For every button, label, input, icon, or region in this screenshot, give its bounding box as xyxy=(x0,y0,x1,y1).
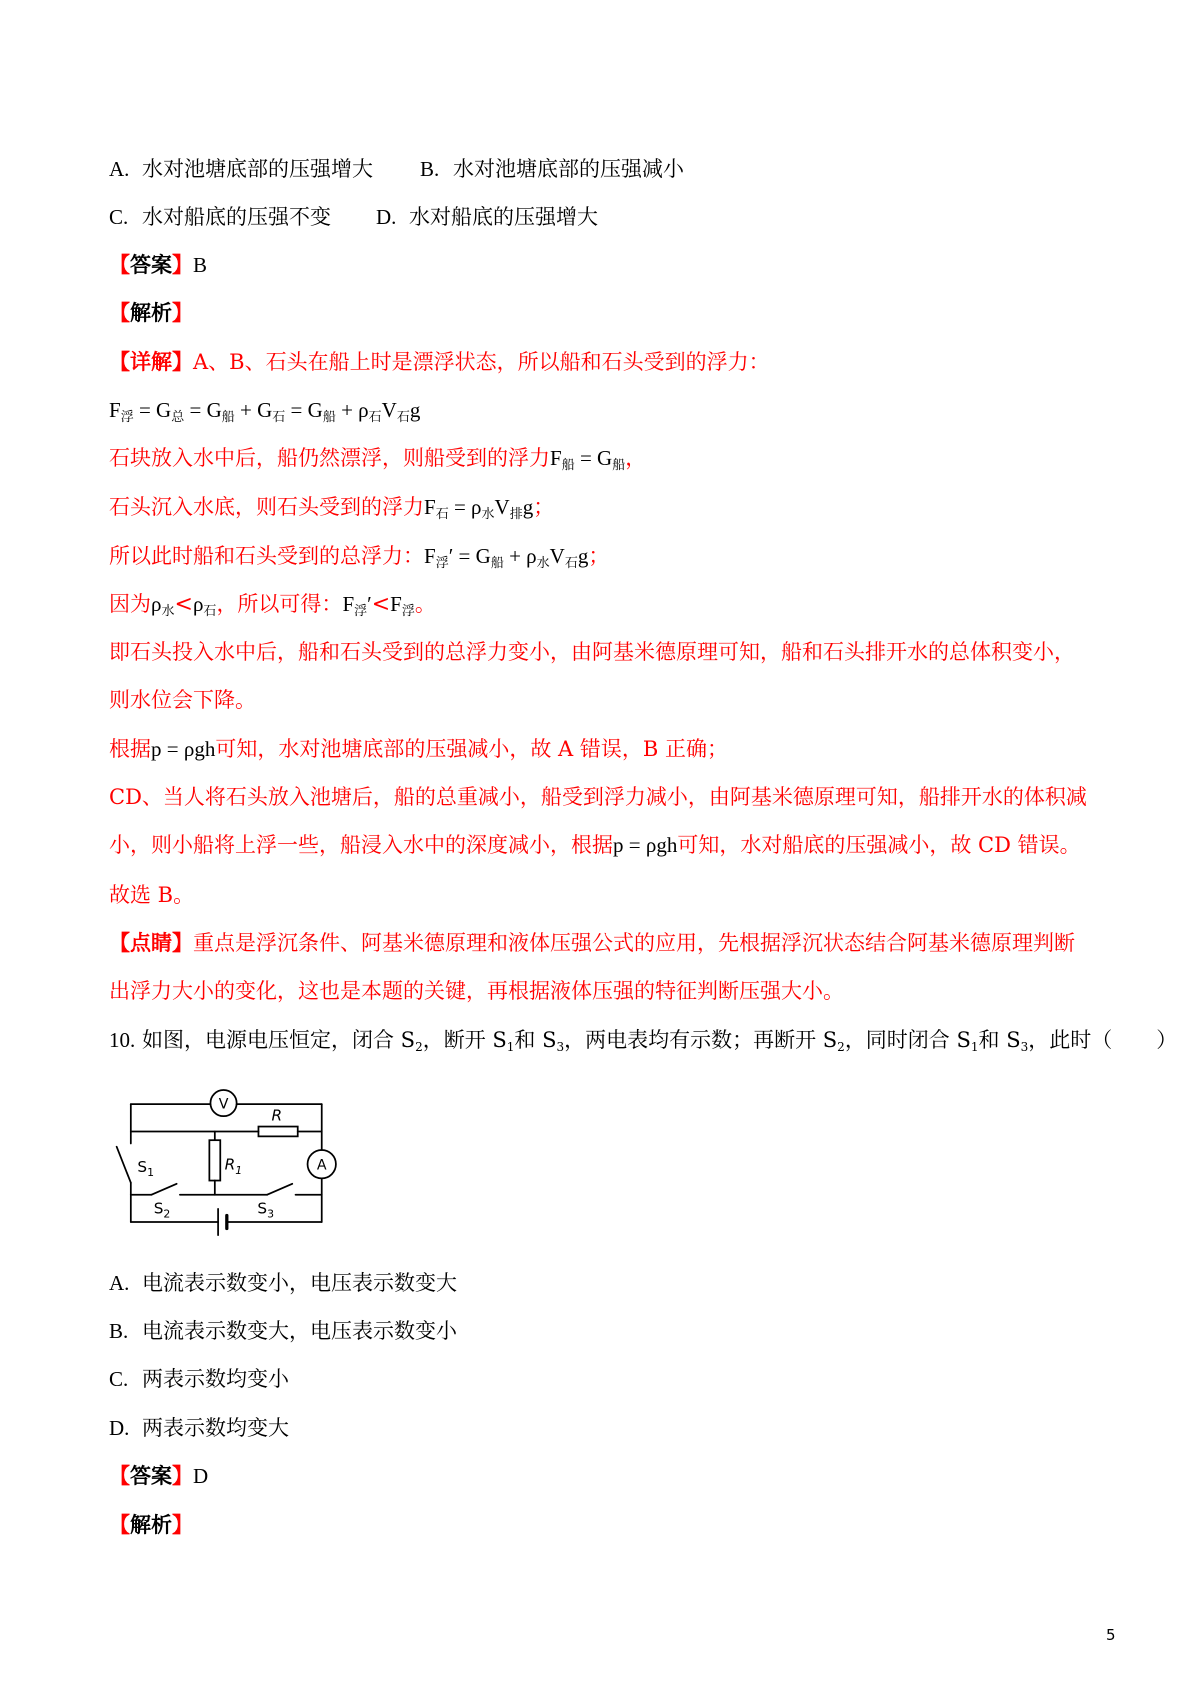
option-text: 电流表示数变小，电压表示数变大 xyxy=(142,1271,457,1295)
option-a-text: 水对池塘底部的压强增大 xyxy=(142,157,373,181)
option-b xyxy=(420,154,684,184)
formula-part: ′ = G xyxy=(448,544,491,568)
formula-part: = ρ xyxy=(448,495,482,519)
detail-text: 所以此时船和石头受到的总浮力： xyxy=(109,544,424,568)
formula-subscript: 浮 xyxy=(401,604,415,619)
formula-subscript: 石 xyxy=(564,556,578,571)
stem-close-paren: ） xyxy=(1156,1028,1178,1052)
formula-subscript: 石 xyxy=(396,410,410,425)
formula-subscript: 水 xyxy=(161,604,175,619)
formula-part: V xyxy=(381,398,397,422)
key-point-text: 重点是浮沉条件、阿基米德原理和液体压强公式的应用，先根据浮沉状态结合阿基米德原理判断 xyxy=(193,931,1075,955)
formula-subscript: 石 xyxy=(435,507,449,522)
formula-part: = G xyxy=(574,446,613,470)
formula-subscript: 浮 xyxy=(435,556,449,571)
detail-text: 石块放入水中后，船仍然漂浮，则船受到的浮力 xyxy=(109,446,550,470)
s3-letter: S xyxy=(257,1199,268,1218)
formula-part: + G xyxy=(234,398,273,422)
key-point-line-1 xyxy=(109,928,1075,958)
formula-part: + ρ xyxy=(503,544,537,568)
detail-text: 根据 xyxy=(109,737,151,761)
voltmeter-label: V xyxy=(218,1096,229,1113)
stem-text: ，此时（ xyxy=(1028,1028,1113,1052)
q9-answer xyxy=(109,250,207,280)
formula-part: F xyxy=(109,398,121,422)
stem-subscript: 1 xyxy=(506,1040,515,1054)
formula-part: F xyxy=(390,592,402,616)
option-c-text: 水对船底的压强不变 xyxy=(142,205,331,229)
option-text: 两表示数均变大 xyxy=(142,1416,289,1440)
key-point-line-2: 出浮力大小的变化，这也是本题的关键，再根据液体压强的特征判断压强大小。 xyxy=(109,979,844,1003)
stem-text: ，两电表均有示数；再断开 S xyxy=(564,1028,838,1052)
option-label: D. xyxy=(109,1416,130,1440)
formula-subscript: 排 xyxy=(509,507,523,522)
formula-part: + ρ xyxy=(335,398,369,422)
detail-text: 可知，水对船底的压强减小，故 CD 错误。 xyxy=(677,833,1081,857)
key-point-tag: 【点睛】 xyxy=(109,930,193,955)
detail-line-11 xyxy=(109,830,1081,860)
analysis-open-bracket: 【 xyxy=(109,300,130,325)
formula-part: = G xyxy=(285,398,323,422)
option-text: 电流表示数变大，电压表示数变小 xyxy=(142,1319,457,1343)
formula-subscript: 石 xyxy=(203,604,217,619)
detail-line-3 xyxy=(109,443,646,473)
formula-subscript: 船 xyxy=(322,410,336,425)
stem-text: 和 S xyxy=(514,1028,557,1052)
answer-close-bracket: 】 xyxy=(172,1463,193,1488)
formula-part: ρ xyxy=(192,592,204,616)
detail-text: 因为 xyxy=(109,592,151,616)
switch-s2-blade xyxy=(152,1184,177,1195)
formula-part: F xyxy=(342,592,355,616)
q10-analysis-heading xyxy=(109,1510,193,1540)
formula-subscript: 石 xyxy=(368,410,382,425)
switch-s1-label xyxy=(137,1158,154,1179)
detail-punctuation: ； xyxy=(533,495,555,519)
r1-subscript: 1 xyxy=(235,1164,243,1177)
detail-punctuation: 。 xyxy=(414,592,436,616)
option-label: A. xyxy=(109,1271,130,1295)
detail-line-6 xyxy=(109,589,436,619)
formula-part: V xyxy=(494,495,510,519)
formula-subscript: 船 xyxy=(490,556,504,571)
q10-answer xyxy=(109,1461,208,1491)
formula-subscript: 水 xyxy=(481,507,495,522)
formula-part: = G xyxy=(133,398,172,422)
option-label: C. xyxy=(109,1367,129,1391)
formula-subscript: 船 xyxy=(221,410,235,425)
formula-subscript: 总 xyxy=(171,410,185,425)
q10-option-d xyxy=(109,1413,289,1443)
detail-line-1 xyxy=(109,347,770,377)
formula-part: F xyxy=(424,544,436,568)
q10-option-c xyxy=(109,1364,289,1394)
formula-subscript: 船 xyxy=(561,458,575,473)
detail-text: ，所以可得： xyxy=(216,592,343,616)
analysis-open-bracket: 【 xyxy=(109,1512,130,1537)
detail-text: 石头沉入水底，则石头受到的浮力 xyxy=(109,495,424,519)
option-c-label: C. xyxy=(109,205,129,229)
r1-letter: R xyxy=(224,1155,236,1174)
detail-text: A、B、石头在船上时是漂浮状态，所以船和石头受到的浮力： xyxy=(193,350,770,374)
option-b-text: 水对池塘底部的压强减小 xyxy=(453,157,684,181)
analysis-tag: 解析 xyxy=(130,1512,172,1537)
s1-subscript: 1 xyxy=(147,1166,155,1180)
resistor-r1-label xyxy=(225,1156,243,1177)
q9-options-row-2 xyxy=(109,202,598,232)
answer-tag: 答案 xyxy=(130,252,172,277)
stem-subscript: 3 xyxy=(556,1040,565,1054)
answer-value: D xyxy=(193,1464,209,1488)
detail-line-4 xyxy=(109,492,554,522)
q10-stem xyxy=(109,1025,1177,1055)
q10-option-a xyxy=(109,1268,457,1298)
stem-subscript: 2 xyxy=(837,1040,845,1054)
q9-analysis-heading xyxy=(109,298,193,328)
detail-line-7: 即石头投入水中后，船和石头受到的总浮力变小，由阿基米德原理可知，船和石头排开水的总体积变小， xyxy=(109,640,1075,664)
formula-part: g xyxy=(522,495,534,519)
stem-text: ，断开 S xyxy=(422,1028,507,1052)
detail-line-5 xyxy=(109,541,609,571)
formula-subscript: 石 xyxy=(272,410,286,425)
detail-line-12: 故选 B。 xyxy=(109,883,195,907)
s2-letter: S xyxy=(153,1199,164,1218)
detail-text: 小，则小船将上浮一些，船浸入水中的深度减小，根据 xyxy=(109,833,613,857)
detail-punctuation: ， xyxy=(625,446,647,470)
stem-subscript: 2 xyxy=(415,1040,423,1054)
formula-subscript: 水 xyxy=(536,556,550,571)
switch-s1-blade xyxy=(117,1147,131,1183)
formula-part: F xyxy=(424,495,436,519)
formula-part: g xyxy=(409,398,421,422)
formula-part: = G xyxy=(184,398,222,422)
switch-s3-blade xyxy=(267,1184,292,1195)
formula-part: F xyxy=(550,446,562,470)
stem-text: 和 S xyxy=(978,1028,1021,1052)
formula-part: ′ xyxy=(367,592,372,616)
detail-line-9 xyxy=(109,734,728,764)
detail-text: 可知，水对池塘底部的压强减小，故 A 错误，B 正确； xyxy=(215,737,728,761)
formula-subscript: 浮 xyxy=(120,410,134,425)
option-d xyxy=(376,202,598,232)
option-d-label: D. xyxy=(376,205,397,229)
answer-open-bracket: 【 xyxy=(109,1463,130,1488)
pressure-formula: p = ρgh xyxy=(151,737,216,761)
s3-subscript: 3 xyxy=(267,1207,275,1221)
stem-text: 如图，电源电压恒定，闭合 S xyxy=(142,1028,416,1052)
stem-subscript: 3 xyxy=(1020,1040,1029,1054)
formula-subscript: 浮 xyxy=(354,604,368,619)
circuit-diagram xyxy=(109,1080,349,1244)
analysis-close-bracket: 】 xyxy=(172,300,193,325)
option-text: 两表示数均变小 xyxy=(142,1367,289,1391)
answer-open-bracket: 【 xyxy=(109,252,130,277)
option-b-label: B. xyxy=(420,157,440,181)
detail-tag: 【详解】 xyxy=(109,349,193,374)
switch-s3-label xyxy=(257,1199,274,1220)
resistor-r-symbol xyxy=(258,1127,297,1137)
stem-subscript: 1 xyxy=(970,1040,979,1054)
s1-letter: S xyxy=(137,1157,148,1176)
ammeter-label: A xyxy=(316,1157,327,1174)
less-than-sign: < xyxy=(371,592,391,617)
q10-option-b xyxy=(109,1316,457,1346)
detail-line-10: CD、当人将石头放入池塘后，船的总重减小，船受到浮力减小，由阿基米德原理可知，船排开水的体积减 xyxy=(109,785,1087,809)
detail-punctuation: ； xyxy=(588,544,610,568)
answer-tag: 答案 xyxy=(130,1463,172,1488)
option-d-text: 水对船底的压强增大 xyxy=(409,205,598,229)
analysis-close-bracket: 】 xyxy=(172,1512,193,1537)
formula-part: ρ xyxy=(151,592,162,616)
question-number: 10. xyxy=(109,1028,136,1052)
detail-line-8: 则水位会下降。 xyxy=(109,688,256,712)
less-than-sign: < xyxy=(174,592,193,617)
answer-value: B xyxy=(193,253,208,277)
pressure-formula: p = ρgh xyxy=(613,833,678,857)
formula-part: V xyxy=(549,544,565,568)
resistor-r-label: R xyxy=(271,1106,283,1125)
formula-total-buoyancy xyxy=(109,395,420,425)
stem-text: ，同时闭合 S xyxy=(844,1028,971,1052)
resistor-r1-symbol xyxy=(209,1140,220,1180)
option-a-label: A. xyxy=(109,157,130,181)
answer-close-bracket: 】 xyxy=(172,252,193,277)
q9-options-row-1 xyxy=(109,154,684,184)
page-number: 5 xyxy=(1106,1626,1116,1644)
switch-s2-label xyxy=(154,1199,171,1220)
analysis-tag: 解析 xyxy=(130,300,172,325)
formula-subscript: 船 xyxy=(612,458,626,473)
option-label: B. xyxy=(109,1319,129,1343)
s2-subscript: 2 xyxy=(163,1207,171,1221)
formula-part: g xyxy=(577,544,589,568)
